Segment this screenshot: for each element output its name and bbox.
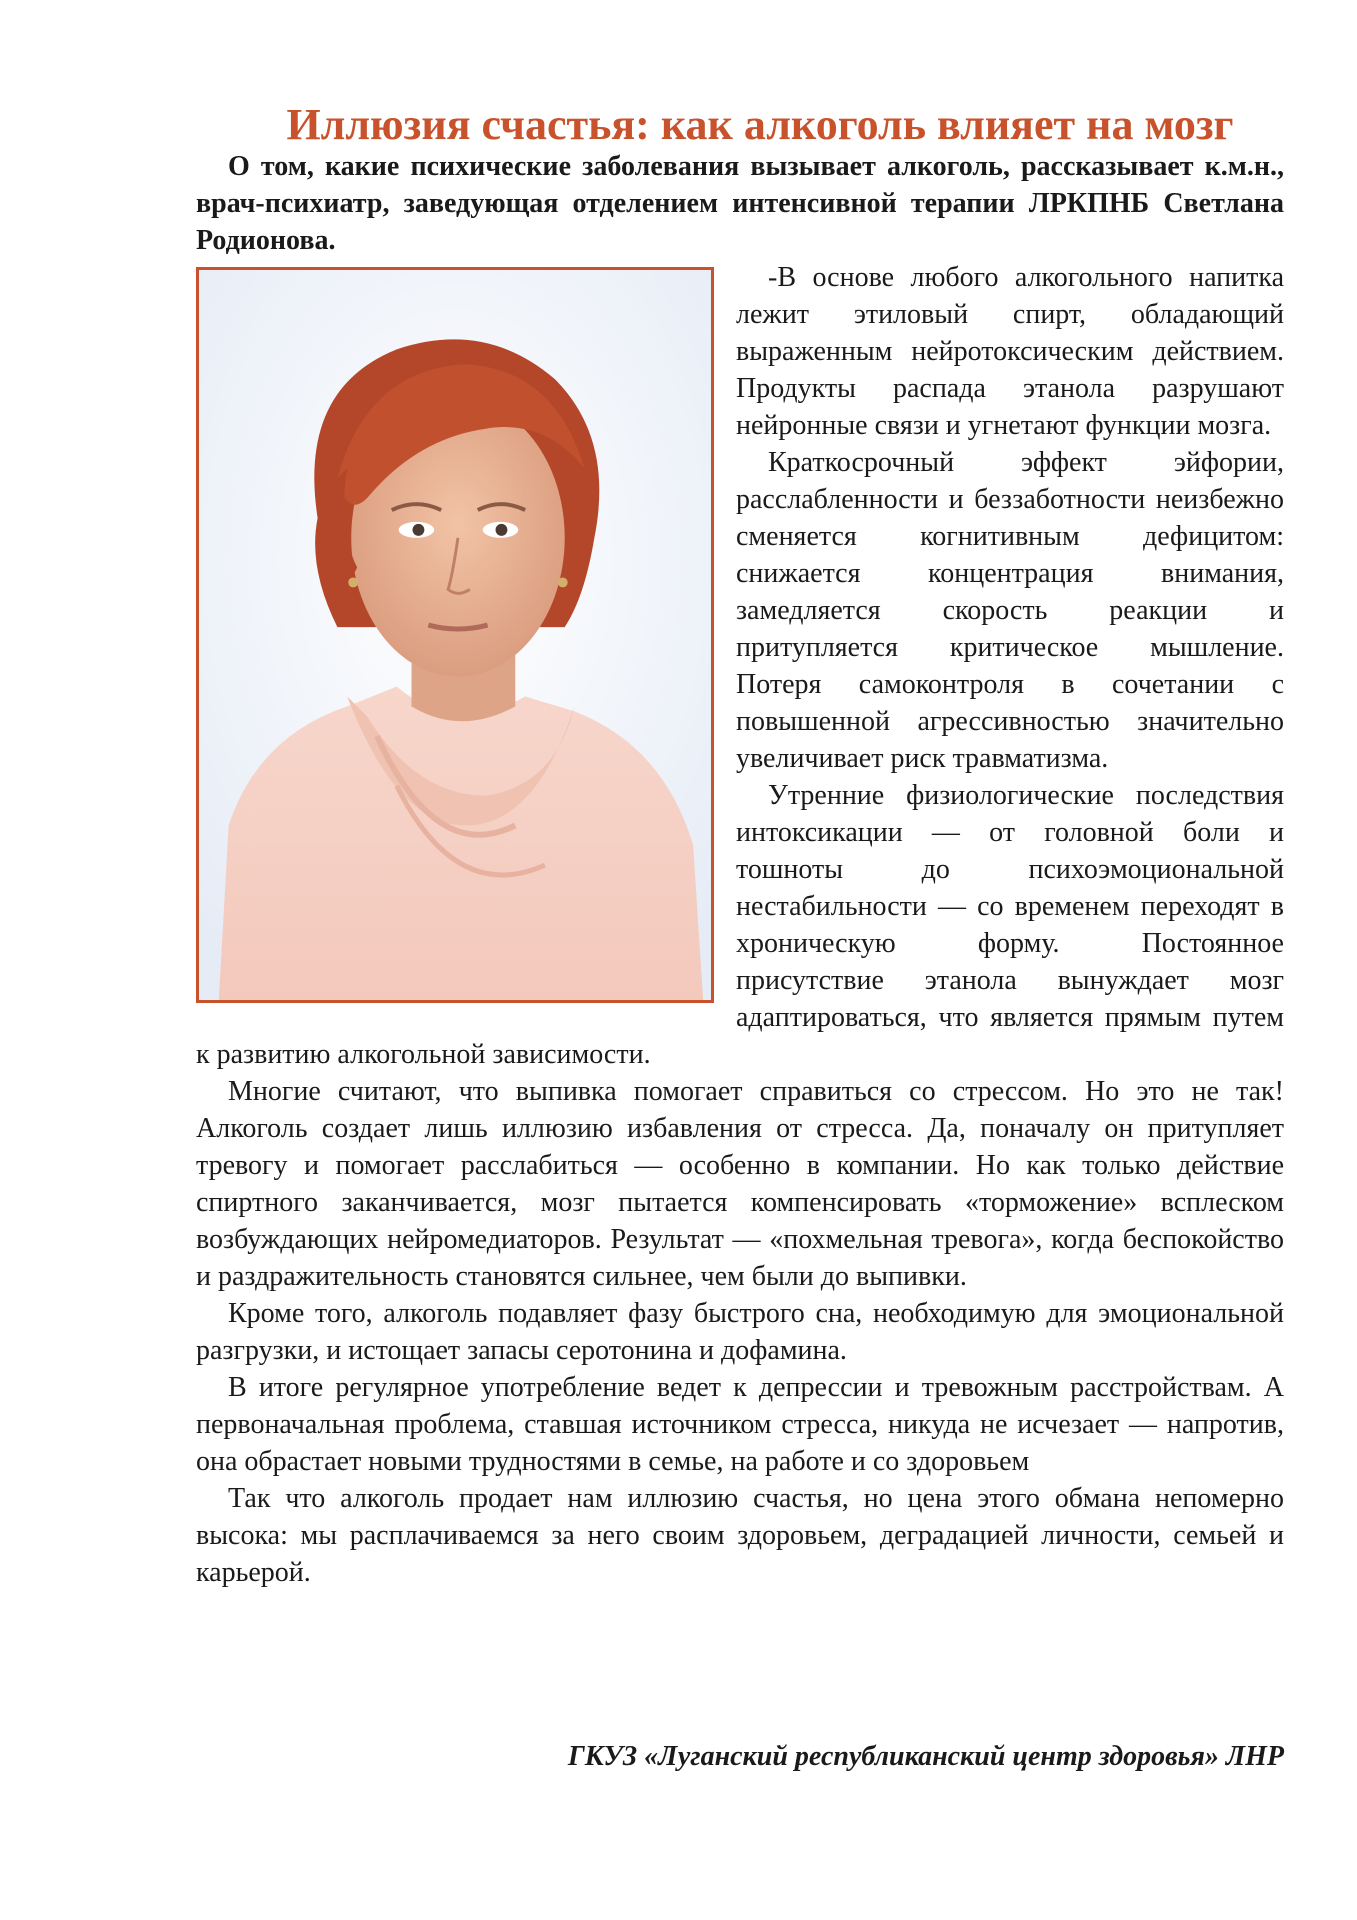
article-paragraph: Многие считают, что выпивка помогает справиться со стрессом. Но это не так! Алкоголь создает лишь иллюзию избавления от стресса. Да, поначалу он притупляет тревогу и помогает расслабиться — особенно в компании. Но как только действие спиртного заканчивается, мозг пытается компенсировать «торможение» всплеском возбуждающих нейромедиаторов. Результат — «похмельная тревога», когда беспокойство и раздражительность становятся сильнее, чем были до выпивки. [196, 1076, 1284, 1292]
article-paragraph: Краткосрочный эффект эйфории, расслабленности и беззаботности неизбежно сменяется когнитивным дефицитом: снижается концентрация внимания, замедляется скорость реакции и притупляется критическое мышление. Потеря самоконтроля в сочетании с повышенной агрессивностью значительно увеличивает риск травматизма. [736, 447, 1284, 774]
portrait-photo [196, 267, 714, 1003]
article-paragraph: Кроме того, алкоголь подавляет фазу быстрого сна, необходимую для эмоциональной разгрузки, и истощает запасы серотонина и дофамина. [196, 1298, 1284, 1366]
article-lead: О том, какие психические заболевания вызывает алкоголь, рассказывает к.м.н., врач-психиатр, заведующая отделением интенсивной терапии ЛРКПНБ Светлана Родионова. [196, 151, 1284, 256]
article-title: Иллюзия счастья: как алкоголь влияет на мозг [286, 100, 1234, 149]
article-paragraph: Утренние физиологические последствия интоксикации — от головной боли и тошноты до психоэмоциональной нестабильности — со временем переходят в хроническую форму. Постоянное присутствие этанола вынуждает мозг адаптироваться, что является прямым путем к развитию алкогольной зависимости. [196, 780, 1284, 1070]
article-signature: ГКУЗ «Луганский республиканский центр здоровья» ЛНР [567, 1741, 1284, 1772]
article-paragraph: -В основе любого алкогольного напитка лежит этиловый спирт, обладающий выраженным нейротоксическим действием. Продукты распада этанола разрушают нейронные связи и угнетают функции мозга. [736, 262, 1284, 441]
article-paragraph: В итоге регулярное употребление ведет к депрессии и тревожным расстройствам. А первоначальная проблема, ставшая источником стресса, никуда не исчезает — напротив, она обрастает новыми трудностями в семье, на работе и со здоровьем [196, 1372, 1284, 1477]
portrait-illustration [199, 270, 711, 1000]
article-paragraph: Так что алкоголь продает нам иллюзию счастья, но цена этого обмана непомерно высока: мы расплачиваемся за него своим здоровьем, деградацией личности, семьей и карьерой. [196, 1483, 1284, 1588]
article-body [196, 148, 1284, 1591]
